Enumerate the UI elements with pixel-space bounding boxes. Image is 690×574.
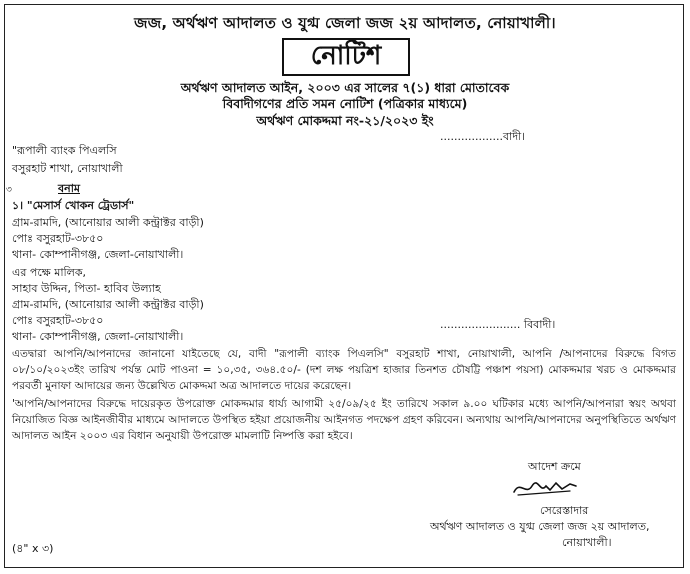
defendant-line: গ্রাম-রামদি, (আনোয়ার আলী কন্ট্রাক্টর বাড়ী) bbox=[12, 216, 204, 229]
designation-label: সেরেস্তাদার bbox=[540, 504, 589, 517]
law-line: অর্থঋণ আদালত আইন, ২০০৩ এর সালের ৭(১) ধারা মোতাবেক bbox=[180, 80, 510, 95]
summons-line: বিবাদীগণের প্রতি সমন নোটিশ (পত্রিকার মাধ্যমে) bbox=[222, 96, 468, 111]
notice-paragraph-2: 'আপনি/আপনাদের বিরুদ্ধে দায়েরকৃত উপরোক্ত মোকদ্দমার ধার্য্য আগামী ২৫/০৯/২৫ ইং তারিখে সকাল ৯.০০ ঘটিকার মধ্যে আপনি/আপনারা স্বয়ং অথবা নিয়োজিত বিজ্ঞ আইনজীবীর মাধ্যমে আদালতে উপস্থিত হইয়া প্রয়োজনীয় আইনগত পদক্ষেপ গ্রহণ করিবেন। অন্যথায় আপনি/আপনাদের অনুপস্থিতিতে অর্থঋণ আদালত আইন ২০০৩ এর বিধান অনুযায়ী উপরোক্ত মামলাটি নিষ্পত্তি করা হইবে। bbox=[12, 398, 676, 442]
margin-mark: ৩ bbox=[6, 185, 12, 195]
versus-label: বনাম bbox=[58, 182, 80, 195]
defendant-line: পোঃ বসুরহাট-৩৮৫০ bbox=[12, 314, 104, 327]
plaintiff-label: ..................বাদী। bbox=[440, 130, 526, 143]
defendant-line: সাহাব উদ্দিন, পিতা- হাবিব উল্যাহ bbox=[12, 282, 161, 295]
by-order-label: আদেশ ক্রমে bbox=[528, 460, 581, 473]
defendant-line: থানা- কোম্পানীগঞ্জ, জেলা-নোয়াখালী। bbox=[12, 248, 184, 261]
plaintiff-branch: বসুরহাট শাখা, নোয়াখালী bbox=[12, 162, 123, 175]
defendant-line: পোঃ বসুরহাট-৩৮৫০ bbox=[12, 232, 104, 245]
footer-court-line: অর্থঋণ আদালত ও যুগ্ম জেলা জজ ২য় আদালত, bbox=[430, 520, 650, 533]
defendant-label: ....................... বিবাদী। bbox=[440, 318, 556, 331]
court-name: জজ, অর্থঋণ আদালত ও যুগ্ম জেলা জজ ২য় আদালত, নোয়াখালী। bbox=[134, 14, 556, 32]
notice-title: নোটিশ bbox=[282, 38, 410, 76]
case-number: অর্থঋণ মোকদ্দমা নং-২১/২০২৩ ইং bbox=[256, 113, 434, 128]
defendant-line: থানা- কোম্পানীগঞ্জ, জেলা-নোয়াখালী। bbox=[12, 330, 184, 343]
defendant-line: এর পক্ষে মালিক, bbox=[12, 266, 87, 279]
defendant-line: গ্রাম-রামদি, (আনোয়ার আলী কন্ট্রাক্টর বাড়ী) bbox=[12, 298, 204, 311]
footer-place: নোয়াখালী। bbox=[562, 536, 612, 549]
notice-paragraph-1: এতদ্বারা আপনি/আপনাদের জানানো যাইতেছে যে, বাদী "রূপালী ব্যাংক পিএলসি" বসুরহাট শাখা, নোয়াখালী, আপনি /আপনাদের বিরুদ্ধে বিগত ০৮/১০/২০২৩ইং তারিখ পর্যন্ত মোট পাওনা = ১০,৩৫, ৩৬৪.৫০/- (দশ লক্ষ পয়ত্রিশ হাজার তিনশত চৌষট্টি পঞ্চাশ পয়সা) মোকদ্দমার খরচ ও মোকদ্দমার পরবর্তী মুনাফা আদায়ের জন্য উল্লেখিত মোকদ্দমা অত্র আদালতে দায়ের করেছেন। bbox=[12, 348, 676, 392]
signature-image bbox=[510, 474, 580, 500]
plaintiff-name: "রূপালী ব্যাংক পিএলসি bbox=[12, 144, 117, 157]
size-note: (৪" x ৩) bbox=[12, 542, 54, 555]
defendant-firm: ১। "মেসার্স খোকন ট্রেডার্স" bbox=[12, 199, 135, 212]
